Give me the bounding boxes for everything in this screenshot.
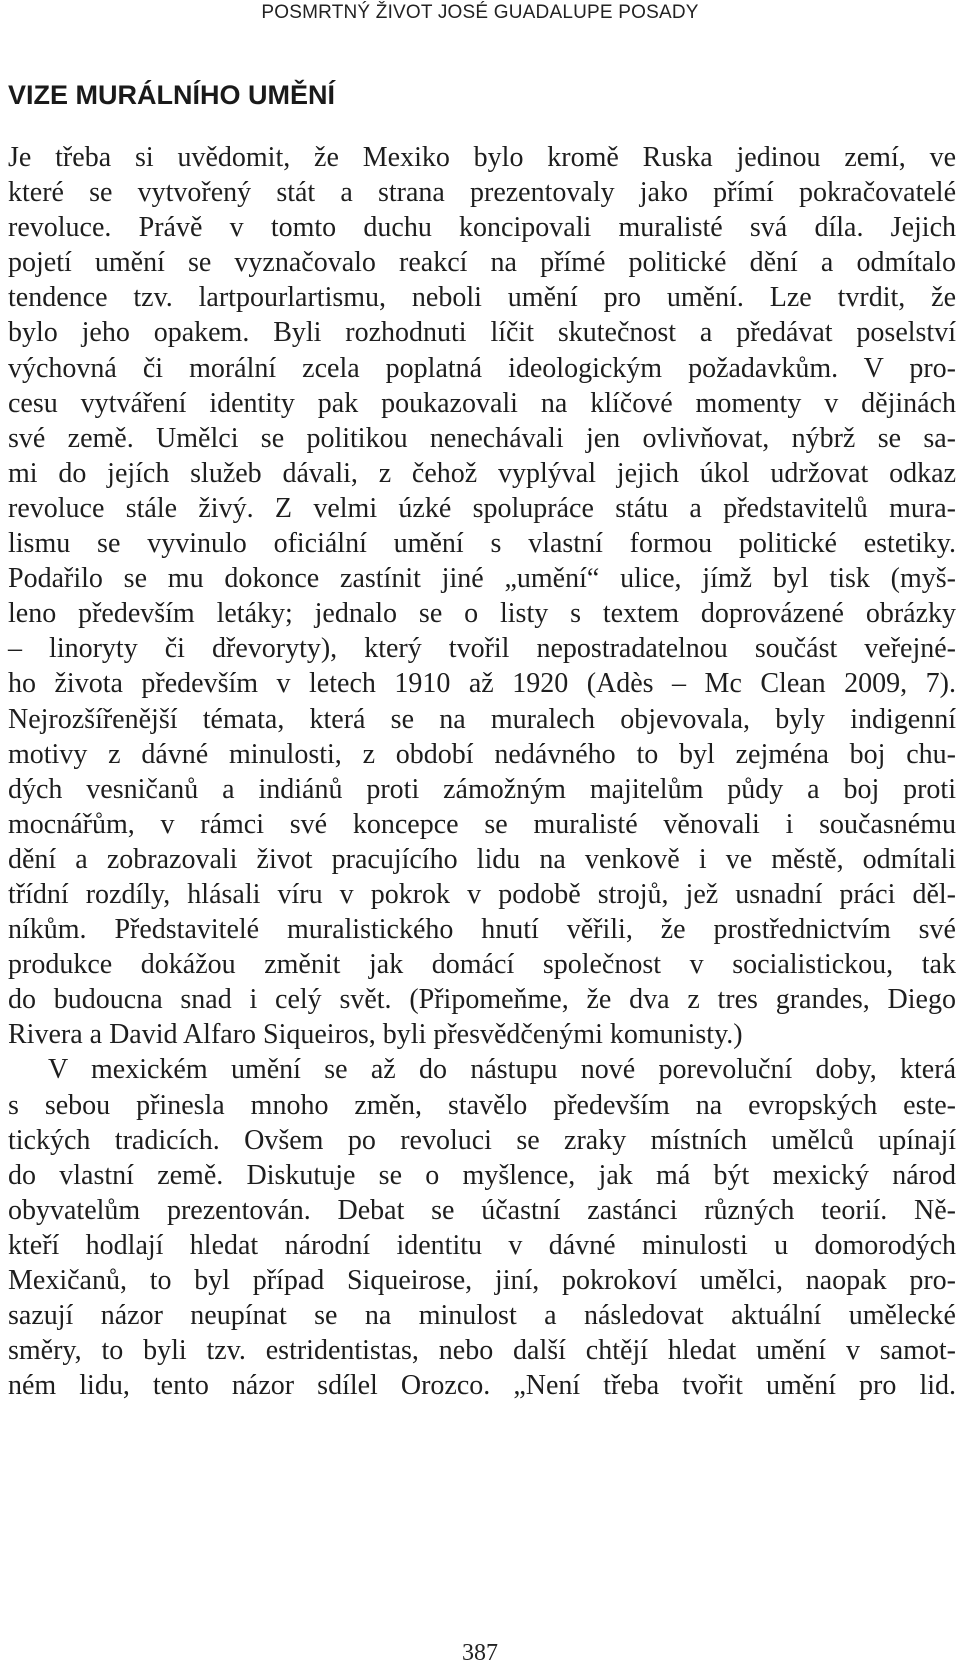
text-line: V mexickém umění se až do nástupu nové porevoluční doby, která (48, 1054, 956, 1086)
text-line: leno především letáky; jednalo se o listy s textem doprovázené obrázky (8, 598, 956, 630)
body-text (8, 140, 956, 1403)
text-line: dých vesničanů a indiánů proti zámožným majitelům půdy a boj proti (8, 773, 956, 805)
text-line: bylo jeho opakem. Byli rozhodnuti líčit skutečnost a předávat poselství (8, 317, 956, 349)
text-line: motivy z dávné minulosti, z období nedávného to byl zejména boj chu- (8, 738, 956, 770)
text-line: třídní rozdíly, hlásali víru v pokrok v podobě strojů, jež usnadní práci děl- (8, 878, 956, 910)
text-line: které se vytvořený stát a strana prezentovaly jako přímí pokračovatelé (8, 177, 956, 209)
text-line: Podařilo se mu dokonce zastínit jiné „umění“ ulice, jímž byl tisk (myš- (8, 563, 956, 595)
section-heading: VIZE MURÁLNÍHO UMĚNÍ (8, 80, 335, 110)
text-line: Je třeba si uvědomit, že Mexiko bylo kromě Ruska jedinou zemí, ve (8, 142, 956, 173)
text-line: produkce dokážou změnit jak domácí společnost v socialistickou, tak (8, 949, 956, 981)
text-line: ném lidu, tento názor sdílel Orozco. „Není třeba tvořit umění pro lid. (8, 1370, 956, 1402)
page-number: 387 (462, 1640, 498, 1666)
text-line: revoluce. Právě v tomto duchu koncipovali muralisté svá díla. Jejich (8, 212, 956, 244)
text-line: do vlastní země. Diskutuje se o myšlence, jak má být mexický národ (8, 1159, 956, 1191)
text-line: mi do jejích služeb dávali, z čehož vyplýval jejich úkol udržovat odkaz (8, 457, 956, 489)
text-line: tendence tzv. lartpourlartismu, neboli umění pro umění. Lze tvrdit, že (8, 282, 956, 314)
text-line: dění a zobrazovali život pracujícího lidu na venkově i ve městě, odmítali (8, 843, 956, 875)
text-line: – linoryty či dřevoryty), který tvořil nepostradatelnou součást veřejné- (8, 633, 956, 665)
text-line: tických tradicích. Ovšem po revoluci se zraky místních umělců upínají (8, 1124, 956, 1156)
paragraph-1 (8, 140, 956, 1052)
text-line: Nejrozšířenější témata, která se na muralech objevovala, byly indigenní (8, 703, 956, 735)
text-line: směry, to byli tzv. estridentistas, nebo další chtějí hledat umění v samot- (8, 1335, 956, 1367)
text-line: lismu se vyvinulo oficiální umění s vlastní formou politické estetiky. (8, 528, 956, 560)
text-line: do budoucna snad i celý svět. (Připomeňme, že dva z tres grandes, Diego (8, 984, 956, 1016)
text-line: cesu vytváření identity pak poukazovali na klíčové momenty v dějinách (8, 387, 956, 419)
text-line: Mexičanů, to byl případ Siqueirose, jiní, pokrokoví umělci, naopak pro- (8, 1265, 956, 1296)
text-line: Rivera a David Alfaro Siqueiros, byli přesvědčenými komunisty.) (8, 1019, 743, 1051)
text-line: výchovná či morální zcela poplatná ideologickým požadavkům. V pro- (8, 352, 956, 384)
paragraph-2 (8, 1052, 956, 1403)
text-line: ho života především v letech 1910 až 1920 (Adès – Mc Clean 2009, 7). (8, 668, 956, 700)
running-header: POSMRTNÝ ŽIVOT JOSÉ GUADALUPE POSADY (261, 2, 699, 23)
text-line: níkům. Představitelé muralistického hnutí věřili, že prostřednictvím své (8, 914, 956, 946)
text-line: své země. Umělci se politikou nenechávali jen ovlivňovat, nýbrž se sa- (8, 422, 956, 454)
text-line: kteří hodlají hledat národní identitu v dávné minulosti u domorodých (8, 1229, 956, 1261)
text-line: mocnářům, v rámci své koncepce se muralisté věnovali i současnému (8, 808, 956, 840)
text-line: s sebou přinesla mnoho změn, stavělo především na evropských este- (8, 1089, 956, 1121)
text-line: pojetí umění se vyznačovalo reakcí na přímé politické dění a odmítalo (8, 247, 956, 279)
text-line: sazují názor neupínat se na minulost a následovat aktuální umělecké (8, 1300, 956, 1332)
text-line: revoluce stále živý. Z velmi úzké spolupráce státu a představitelů mura- (8, 492, 956, 524)
text-line: obyvatelům prezentován. Debat se účastní zastánci různých teorií. Ně- (8, 1194, 956, 1226)
